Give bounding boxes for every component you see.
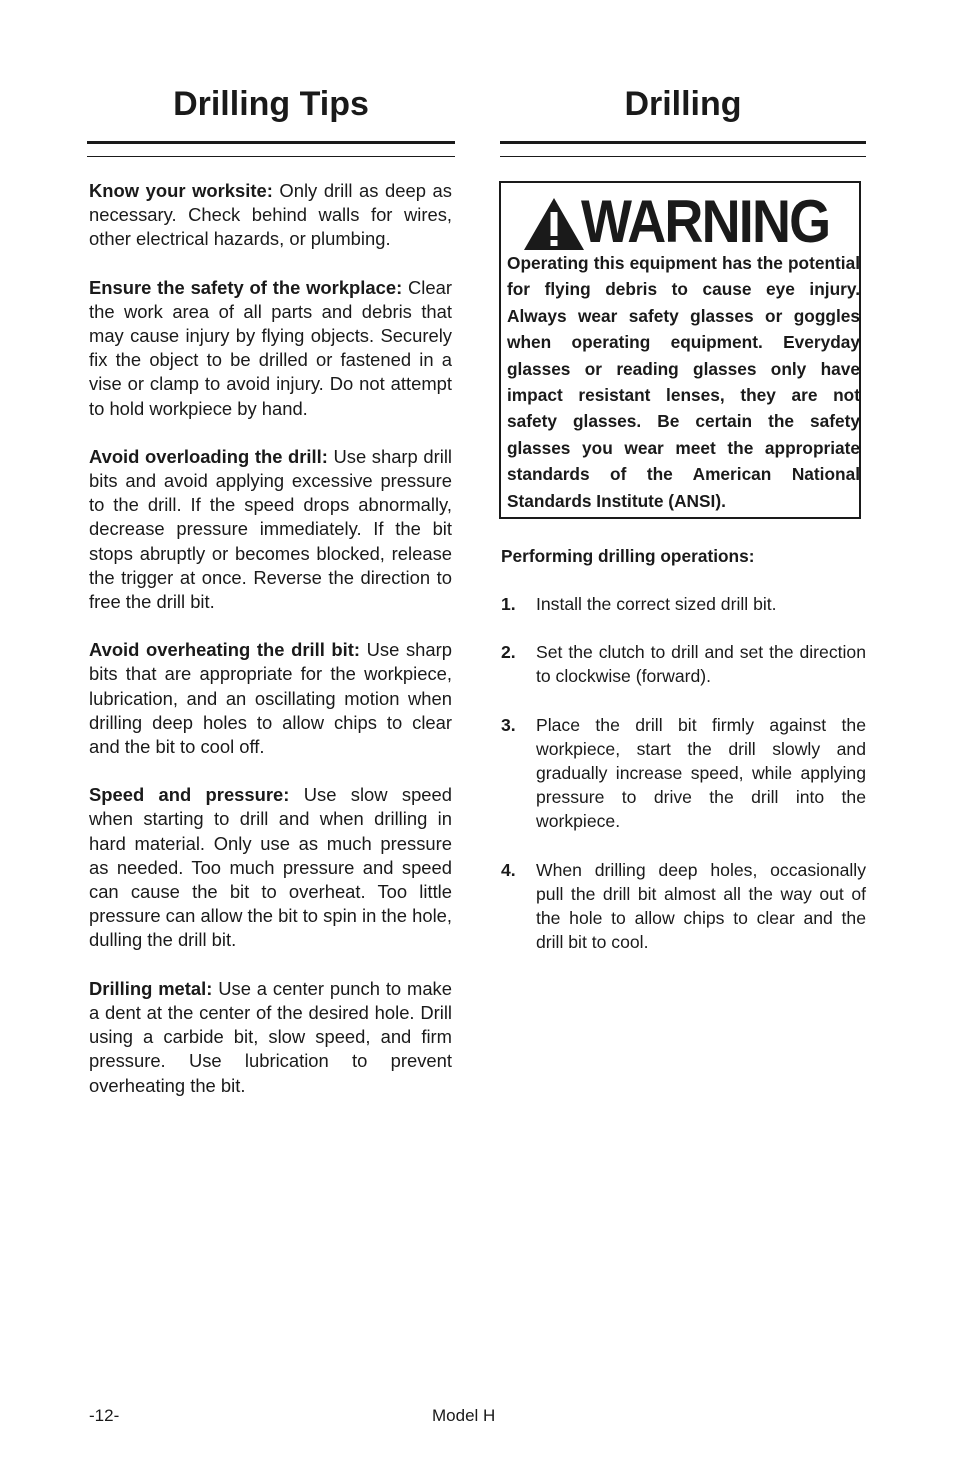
tip-know-worksite (89, 179, 452, 252)
warning-header (523, 188, 853, 255)
tip-text: Use sharp bits that are appropriate for the workpiece, lubrication, and an oscillating motion when drilling deep holes to allow chips to clear and the bit to cool off. (89, 639, 452, 758)
list-item (501, 592, 866, 616)
step-text: Set the clutch to drill and set the direction to clockwise (forward). (536, 642, 866, 687)
right-heading-rule-thick (500, 141, 866, 144)
tip-text: Use a center punch to make a dent at the center of the desired hole. Drill using a carbide bit, slow speed, and firm pressure. Use lubrication to prevent overheating the bit. (89, 977, 452, 1096)
step-number: 4. (501, 859, 516, 880)
drilling-tips-heading: Drilling Tips (173, 85, 369, 123)
drilling-steps-list (501, 592, 866, 978)
tip-term: Know your worksite: (89, 180, 273, 201)
footer-model-label: Model H (432, 1406, 496, 1425)
left-heading-rule-thin (87, 156, 455, 157)
list-item (501, 713, 866, 834)
step-text: When drilling deep holes, occasionally pull the drill bit almost all the way out of the hole to allow chips to clear and the drill bit to cool. (536, 859, 866, 953)
step-text: Place the drill bit firmly against the workpiece, start the drill slowly and gradually increase speed, while applying pressure to drive the drill into the workpiece. (536, 714, 866, 832)
step-number: 3. (501, 714, 516, 735)
tip-avoid-overheating (89, 638, 452, 759)
tip-term: Ensure the safety of the workplace: (89, 276, 403, 298)
step-number: 2. (501, 642, 516, 663)
tip-workplace-safety (89, 276, 452, 421)
tip-drilling-metal (89, 977, 452, 1098)
tip-text: Use sharp drill bits and avoid applying excessive pressure to the drill. If the speed drops abnormally, decrease pressure immediately. If the bit stops abruptly or becomes blocked, release the trigger at once. Reverse the direction to free the drill bit. (89, 445, 452, 613)
warning-triangle-icon (523, 197, 585, 251)
tip-text: Clear the work area of all parts and debris that may cause injury by flying objects. Securely fix the object to be drilled or fastened in a vise or clamp to avoid injury. Do not attempt to hold workpiece by hand. (89, 276, 452, 419)
tip-term: Drilling metal: (89, 977, 213, 999)
left-heading-rule-thick (87, 141, 455, 144)
tip-speed-pressure (89, 783, 452, 952)
warning-text: Operating this equipment has the potential for flying debris to cause eye injury. Always wear safety glasses or goggles when operating equipment. Everyday glasses or reading glasses only have impact resistant lenses, they are not safety glasses. Be certain the safety glasses you wear meet the appropriate standards of the American National Standards Institute (ANSI). (507, 253, 860, 511)
warning-label: WARNING (581, 188, 830, 255)
tip-term: Speed and pressure: (89, 784, 290, 806)
tip-text: Use slow speed when starting to drill and when drilling in hard material. Only use as much pressure as needed. Too much pressure and speed can cause the bit to overheat. Too little pressure can allow the bit to spin in the hole, dulling the drill bit. (89, 784, 452, 951)
warning-box (499, 181, 861, 519)
page-number: -12- (89, 1406, 120, 1425)
tip-text: Only drill as deep as necessary. Check behind walls for wires, other electrical hazards, or plumbing. (89, 180, 452, 250)
tip-term: Avoid overheating the drill bit: (89, 639, 361, 661)
drilling-tips-list (89, 179, 452, 1122)
drilling-operations-heading: Performing drilling operations: (501, 546, 755, 566)
step-text: Install the correct sized drill bit. (536, 594, 777, 614)
tip-term: Avoid overloading the drill: (89, 445, 328, 467)
right-heading-rule-thin (500, 156, 866, 157)
step-number: 1. (501, 594, 516, 614)
list-item (501, 640, 866, 688)
drilling-heading: Drilling (624, 85, 742, 123)
tip-avoid-overloading (89, 445, 452, 614)
list-item (501, 858, 866, 955)
